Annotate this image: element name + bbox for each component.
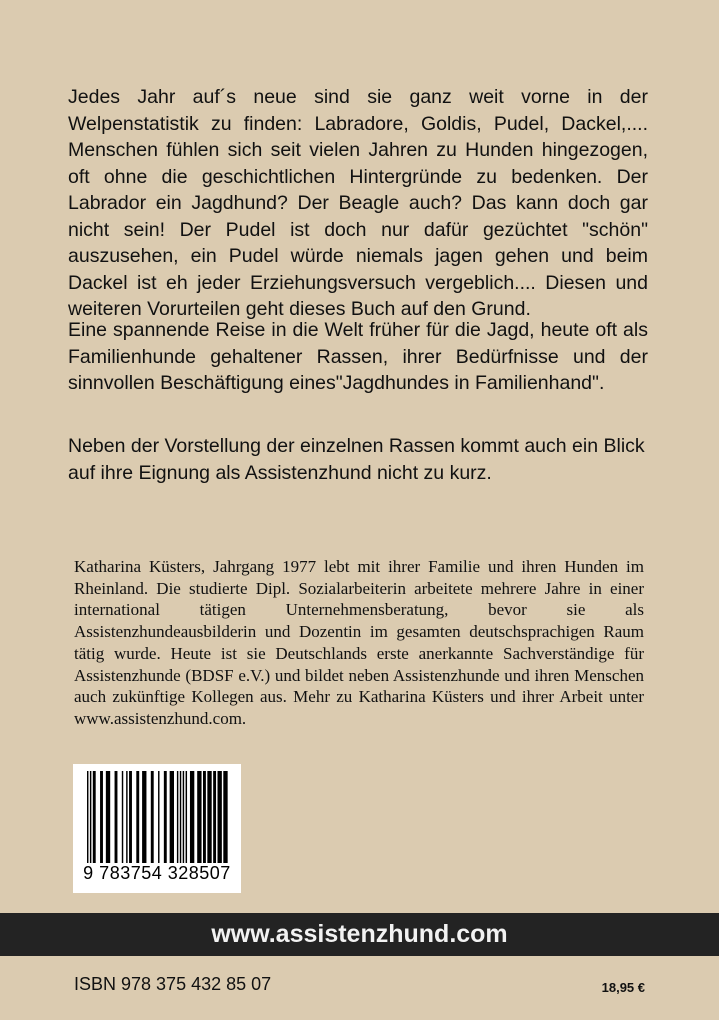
barcode-bar [115,771,118,863]
barcode-digits: 9 783754 328507 [83,863,231,883]
barcode-bar [93,771,96,863]
barcode-bar [158,771,159,863]
barcode-bar [100,771,103,863]
barcode-bar [122,771,123,863]
barcode-bar [164,771,167,863]
barcode-bar [177,771,178,863]
blurb-paragraph-3: Neben der Vorstellung der einzelnen Rassen kommt auch ein Blick auf ihre Eignung als Assistenzhund nicht zu kurz. [68,435,645,484]
author-bio: Katharina Küsters, Jahrgang 1977 lebt mit ihrer Familie und ihren Hunden im Rheinland. Die studierte Dipl. Sozialarbeiterin arbeitete mehrere Jahre in einer international tätigen Unternehmensberatung, bevor sie als Assistenzhundeausbilderin und Dozentin im gesamten deutschsprachigen Raum tätig wurde. Heute ist sie Deutschlands erste anerkannte Sachverständige für Assistenzhunde (BDSF e.V.) und bildet neben Assistenzhunde und ihren Menschen auch zukünftige Kollegen aus. Mehr zu Katharina Küsters und ihrer Arbeit unter www.assistenzhund.com. [74,557,644,728]
barcode-bar [186,771,187,863]
barcode-bar [223,771,227,863]
barcode-bar [203,771,206,863]
website-url: www.assistenzhund.com [211,920,508,948]
barcode-bar [129,771,132,863]
isbn-text: ISBN 978 375 432 85 07 [74,974,272,994]
barcode-bar [197,771,201,863]
barcode-bar [106,771,110,863]
barcode-bar [190,771,194,863]
price-label: 18,95 € [601,980,645,995]
barcode-bar [218,771,222,863]
barcode-bar [87,771,88,863]
barcode-bar [213,771,216,863]
barcode-bar [142,771,146,863]
website-banner [0,913,719,956]
barcode-bar [126,771,127,863]
blurb-paragraph-1: Jedes Jahr auf´s neue sind sie ganz weit vorne in der Welpenstatistik zu finden: Labradore, Goldis, Pudel, Dackel,.... Menschen fühlen sich seit vielen Jahren zu Hunden hingezogen, oft ohne die geschichtlichen Hintergründe zu bedenken. Der Labrador ein Jagdhund? Der Beagle auch? Das kann doch gar nicht sein! Der Pudel ist doch nur dafür gezüchtet "schön" auszusehen, ein Pudel würde niemals jagen gehen und beim Dackel ist eh jeder Erziehungsversuch vergeblich.... Diesen und weiteren Vorurteilen geht dieses Buch auf den Grund. [68,86,648,320]
barcode-bar [183,771,184,863]
barcode-bar [136,771,139,863]
barcode-bar [207,771,211,863]
barcode-bar [170,771,174,863]
barcode-bar [151,771,154,863]
barcode-bar [180,771,181,863]
isbn-barcode [73,764,241,893]
barcode-bar [90,771,91,863]
blurb-paragraph-2: Eine spannende Reise in die Welt früher für die Jagd, heute oft als Familienhunde gehaltener Rassen, ihrer Bedürfnisse und der sinnvollen Beschäftigung eines"Jagdhundes in Familienhand". [68,319,648,394]
